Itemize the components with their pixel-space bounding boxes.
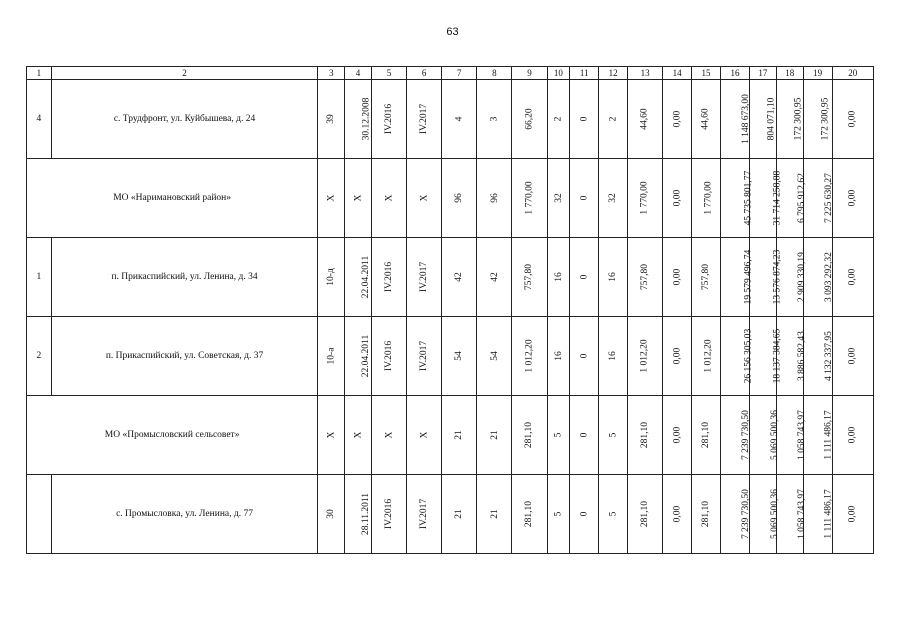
cell-value: 44,60	[640, 108, 651, 130]
cell-value: 39	[326, 114, 337, 124]
cell-col-11	[570, 475, 599, 554]
cell-value: 0,00	[672, 189, 683, 207]
cell-value: 172 300,95	[820, 97, 830, 141]
cell-col-7	[442, 80, 477, 159]
cell-value: 21	[489, 430, 500, 440]
cell-col-18	[776, 475, 807, 554]
cell-value: 757,80	[524, 263, 535, 291]
cell-col-7	[442, 475, 477, 554]
cell-value: 1 012,20	[703, 339, 714, 373]
cell-value: 3 093 292,32	[823, 252, 834, 302]
cell-value: 281,10	[701, 421, 712, 449]
cell-col-11	[570, 159, 599, 238]
cell-col-3	[318, 238, 345, 317]
cell-value: 7 225 630,27	[823, 173, 834, 223]
cell-value: IV.2017	[419, 340, 430, 372]
cell-col-15	[692, 80, 721, 159]
group-name: МО «Наримановский район»	[27, 159, 318, 238]
cell-value: 1 148 673,00	[740, 94, 751, 144]
cell-value: IV.2016	[384, 340, 394, 372]
cell-value: Х	[419, 431, 430, 439]
cell-col-16	[721, 159, 754, 238]
cell-col-15	[692, 475, 721, 554]
address-cell: с. Промысловка, ул. Ленина, д. 77	[51, 475, 317, 554]
cell-col-6	[407, 475, 442, 554]
cell-value: 22.04.2011	[361, 334, 372, 378]
cell-col-7	[442, 396, 477, 475]
cell-value: 26 156 305,03	[743, 328, 754, 384]
cell-col-8	[477, 475, 512, 554]
column-header: 2	[51, 67, 317, 80]
cell-col-19	[803, 317, 832, 396]
cell-col-12	[599, 159, 628, 238]
cell-col-13	[628, 475, 663, 554]
cell-value: 54	[454, 351, 465, 361]
address-cell: п. Прикаспийский, ул. Ленина, д. 34	[51, 238, 317, 317]
column-header: 11	[570, 67, 599, 80]
cell-value: 2 909 330,19	[796, 252, 807, 302]
cell-value: 5 069 500,36	[769, 489, 780, 539]
cell-col-10	[547, 396, 570, 475]
cell-value: 5	[553, 511, 564, 517]
cell-col-4	[345, 317, 372, 396]
cell-col-13	[628, 317, 663, 396]
cell-value: 1 770,00	[524, 181, 535, 215]
cell-col-4	[345, 238, 372, 317]
cell-col-10	[547, 475, 570, 554]
cell-value: 42	[454, 272, 465, 282]
cell-value: 32	[553, 193, 564, 203]
cell-col-7	[442, 238, 477, 317]
column-header: 6	[407, 67, 442, 80]
cell-value: 0,00	[672, 347, 683, 365]
group-row	[27, 396, 874, 475]
cell-col-6	[407, 159, 442, 238]
cell-col-4	[345, 396, 372, 475]
cell-value: Х	[384, 431, 394, 439]
cell-col-13	[628, 396, 663, 475]
cell-col-7	[442, 317, 477, 396]
address-cell: п. Прикаспийский, ул. Советская, д. 37	[51, 317, 317, 396]
cell-value: 44,60	[701, 108, 712, 130]
cell-col-14	[663, 317, 692, 396]
column-header: 14	[663, 67, 692, 80]
cell-col-20	[832, 475, 873, 554]
cell-value: 3 886 582,43	[796, 331, 807, 381]
cell-col-18	[776, 396, 807, 475]
cell-value: 96	[489, 193, 500, 203]
cell-col-17	[749, 475, 780, 554]
cell-col-16	[721, 396, 750, 475]
column-header: 7	[442, 67, 477, 80]
cell-value: 30.12.2008	[361, 97, 372, 141]
column-header: 10	[547, 67, 570, 80]
cell-col-19	[803, 238, 832, 317]
cell-value: 10-а	[326, 347, 337, 365]
cell-col-9	[512, 80, 547, 159]
cell-value: 16	[553, 351, 564, 361]
cell-col-10	[547, 317, 570, 396]
cell-col-6	[407, 396, 442, 475]
cell-col-9	[512, 317, 547, 396]
cell-value: 0,00	[847, 268, 858, 286]
cell-value: 281,10	[640, 500, 651, 528]
table-row	[27, 475, 874, 554]
cell-value: 16	[553, 272, 564, 282]
cell-value: 19 579 496,74	[743, 249, 754, 305]
cell-value: 3	[489, 116, 500, 122]
column-header: 17	[749, 67, 776, 80]
cell-value: IV.2016	[384, 103, 394, 135]
cell-value: 66,20	[524, 108, 535, 130]
cell-col-9	[512, 396, 547, 475]
cell-col-3	[318, 80, 345, 159]
cell-col-8	[477, 396, 512, 475]
column-header: 3	[318, 67, 345, 80]
cell-col-6	[407, 317, 442, 396]
cell-col-19	[803, 475, 832, 554]
cell-col-9	[512, 159, 547, 238]
cell-value: 0,00	[847, 347, 858, 365]
cell-col-5	[371, 317, 406, 396]
cell-col-11	[570, 396, 599, 475]
group-name: МО «Промысловский сельсовет»	[27, 396, 318, 475]
cell-value: Х	[384, 194, 394, 202]
cell-col-14	[663, 475, 692, 554]
cell-col-17	[749, 396, 780, 475]
cell-col-16	[721, 317, 754, 396]
cell-col-20	[832, 396, 873, 475]
table-row	[27, 80, 874, 159]
cell-col-19	[803, 80, 832, 159]
cell-value: 42	[489, 272, 500, 282]
cell-col-11	[570, 80, 599, 159]
cell-col-17	[749, 80, 776, 159]
cell-value: IV.2016	[384, 261, 394, 293]
cell-value: 0,00	[672, 426, 683, 444]
cell-value: 1 111 486,17	[823, 489, 834, 539]
cell-col-8	[477, 80, 512, 159]
cell-value: 1 012,20	[640, 339, 651, 373]
cell-col-14	[663, 80, 692, 159]
cell-col-3	[318, 396, 345, 475]
cell-col-4	[345, 159, 372, 238]
column-header: 20	[832, 67, 873, 80]
column-header: 12	[599, 67, 628, 80]
cell-col-8	[477, 159, 512, 238]
cell-value: 1 770,00	[703, 181, 714, 215]
cell-value: 0	[579, 432, 590, 438]
cell-col-5	[371, 396, 406, 475]
cell-col-20	[832, 80, 873, 159]
column-header: 8	[477, 67, 512, 80]
address-cell: с. Трудфронт, ул. Куйбышева, д. 24	[51, 80, 317, 159]
cell-col-10	[547, 238, 570, 317]
column-header: 15	[692, 67, 721, 80]
cell-value: IV.2016	[384, 498, 394, 530]
column-header: 1	[27, 67, 52, 80]
cell-value: 172 300,95	[793, 97, 804, 141]
column-header: 4	[345, 67, 372, 80]
row-number: 1	[27, 238, 52, 317]
cell-value: Х	[326, 431, 337, 439]
cell-col-15	[692, 238, 721, 317]
cell-col-18	[776, 80, 803, 159]
cell-value: 2	[553, 116, 564, 122]
cell-value: 0	[579, 116, 590, 122]
cell-value: 10-д	[326, 268, 337, 286]
cell-value: 0,00	[672, 505, 683, 523]
cell-value: 16	[608, 272, 619, 282]
cell-col-12	[599, 80, 628, 159]
cell-value: 757,80	[701, 263, 712, 291]
cell-col-12	[599, 475, 628, 554]
cell-value: 281,10	[524, 500, 535, 528]
header-row	[27, 67, 874, 80]
cell-col-7	[442, 159, 477, 238]
column-header: 16	[721, 67, 750, 80]
cell-value: IV.2017	[419, 261, 430, 293]
cell-col-9	[512, 238, 547, 317]
cell-col-17	[749, 317, 783, 396]
cell-value: 281,10	[640, 421, 651, 449]
cell-value: 1 058 743,97	[796, 410, 807, 460]
cell-col-18	[776, 317, 807, 396]
cell-value: Х	[419, 194, 430, 202]
cell-value: 804 071,10	[766, 97, 777, 141]
cell-col-15	[692, 317, 721, 396]
row-number: 4	[27, 80, 52, 159]
cell-value: 0	[579, 274, 590, 280]
cell-col-16	[721, 80, 750, 159]
cell-col-15	[692, 159, 721, 238]
row-number: 2	[27, 317, 52, 396]
column-header: 18	[776, 67, 803, 80]
cell-value: 0,00	[672, 268, 683, 286]
cell-value: 757,80	[640, 263, 651, 291]
cell-value: 0	[579, 511, 590, 517]
cell-value: 0,00	[847, 110, 858, 128]
cell-col-5	[371, 475, 406, 554]
cell-value: 5	[608, 511, 619, 517]
cell-col-3	[318, 317, 345, 396]
cell-value: 28.11.2011	[361, 492, 372, 536]
cell-value: 21	[454, 430, 465, 440]
cell-value: 22.04.2011	[361, 255, 372, 299]
cell-col-13	[628, 238, 663, 317]
cell-value: 21	[489, 509, 500, 519]
page-number: 63	[446, 26, 459, 38]
cell-col-10	[547, 159, 570, 238]
cell-value: Х	[353, 431, 364, 439]
cell-value: 18 137 384,65	[772, 328, 783, 384]
cell-value: 0,00	[847, 505, 858, 523]
cell-value: 0	[579, 353, 590, 359]
cell-col-19	[803, 396, 832, 475]
cell-value: 5	[608, 432, 619, 438]
cell-value: 16	[608, 351, 619, 361]
cell-value: IV.2017	[419, 498, 430, 530]
cell-value: IV.2017	[419, 103, 430, 135]
column-header: 19	[803, 67, 832, 80]
cell-col-10	[547, 80, 570, 159]
cell-col-5	[371, 238, 406, 317]
cell-col-14	[663, 238, 692, 317]
cell-col-20	[832, 159, 873, 238]
cell-col-6	[407, 80, 442, 159]
row-number	[27, 475, 52, 554]
register-table	[26, 66, 874, 554]
cell-col-12	[599, 317, 628, 396]
cell-col-13	[628, 80, 663, 159]
table-row	[27, 317, 874, 396]
cell-col-17	[749, 159, 783, 238]
cell-col-19	[803, 159, 832, 238]
cell-value: 4	[454, 116, 465, 122]
cell-value: 45 735 801,77	[743, 170, 754, 226]
cell-col-13	[628, 159, 663, 238]
cell-value: 13 576 874,23	[772, 249, 783, 305]
cell-value: 1 058 743,97	[796, 489, 807, 539]
cell-col-6	[407, 238, 442, 317]
cell-col-11	[570, 317, 599, 396]
cell-value: 0,00	[672, 110, 683, 128]
cell-value: 21	[454, 509, 465, 519]
cell-value: 1 111 486,17	[823, 410, 834, 460]
cell-col-18	[776, 238, 807, 317]
group-row	[27, 159, 874, 238]
cell-col-15	[692, 396, 721, 475]
cell-col-20	[832, 317, 873, 396]
cell-value: 1 012,20	[524, 339, 535, 373]
cell-value: 96	[454, 193, 465, 203]
column-header: 9	[512, 67, 547, 80]
cell-col-20	[832, 238, 873, 317]
cell-col-14	[663, 159, 692, 238]
cell-value: 281,10	[524, 421, 535, 449]
cell-value: 281,10	[701, 500, 712, 528]
cell-value: 7 239 730,50	[740, 489, 751, 539]
cell-value: 54	[489, 351, 500, 361]
cell-value: 30	[326, 509, 337, 519]
cell-value: Х	[326, 194, 337, 202]
cell-value: 32	[608, 193, 619, 203]
cell-value: 1 770,00	[640, 181, 651, 215]
cell-col-14	[663, 396, 692, 475]
cell-col-16	[721, 238, 754, 317]
cell-value: Х	[353, 194, 364, 202]
cell-col-17	[749, 238, 783, 317]
cell-col-12	[599, 238, 628, 317]
cell-col-16	[721, 475, 750, 554]
column-header: 13	[628, 67, 663, 80]
cell-col-8	[477, 317, 512, 396]
cell-value: 6 795 912,62	[796, 173, 807, 223]
cell-col-9	[512, 475, 547, 554]
cell-col-11	[570, 238, 599, 317]
cell-value: 2	[608, 116, 619, 122]
cell-col-3	[318, 475, 345, 554]
cell-col-5	[371, 159, 406, 238]
cell-value: 0,00	[847, 189, 858, 207]
cell-col-4	[345, 475, 372, 554]
cell-col-8	[477, 238, 512, 317]
cell-value: 4 132 337,95	[823, 331, 834, 381]
cell-value: 0	[579, 195, 590, 201]
cell-col-5	[371, 80, 406, 159]
cell-value: 5 069 500,36	[769, 410, 780, 460]
cell-value: 31 714 258,88	[772, 170, 783, 226]
column-header: 5	[371, 67, 406, 80]
cell-value: 5	[553, 432, 564, 438]
cell-value: 7 239 730,50	[740, 410, 751, 460]
cell-col-4	[345, 80, 372, 159]
cell-col-18	[776, 159, 807, 238]
cell-value: 0,00	[847, 426, 858, 444]
cell-col-3	[318, 159, 345, 238]
cell-col-12	[599, 396, 628, 475]
table-row	[27, 238, 874, 317]
